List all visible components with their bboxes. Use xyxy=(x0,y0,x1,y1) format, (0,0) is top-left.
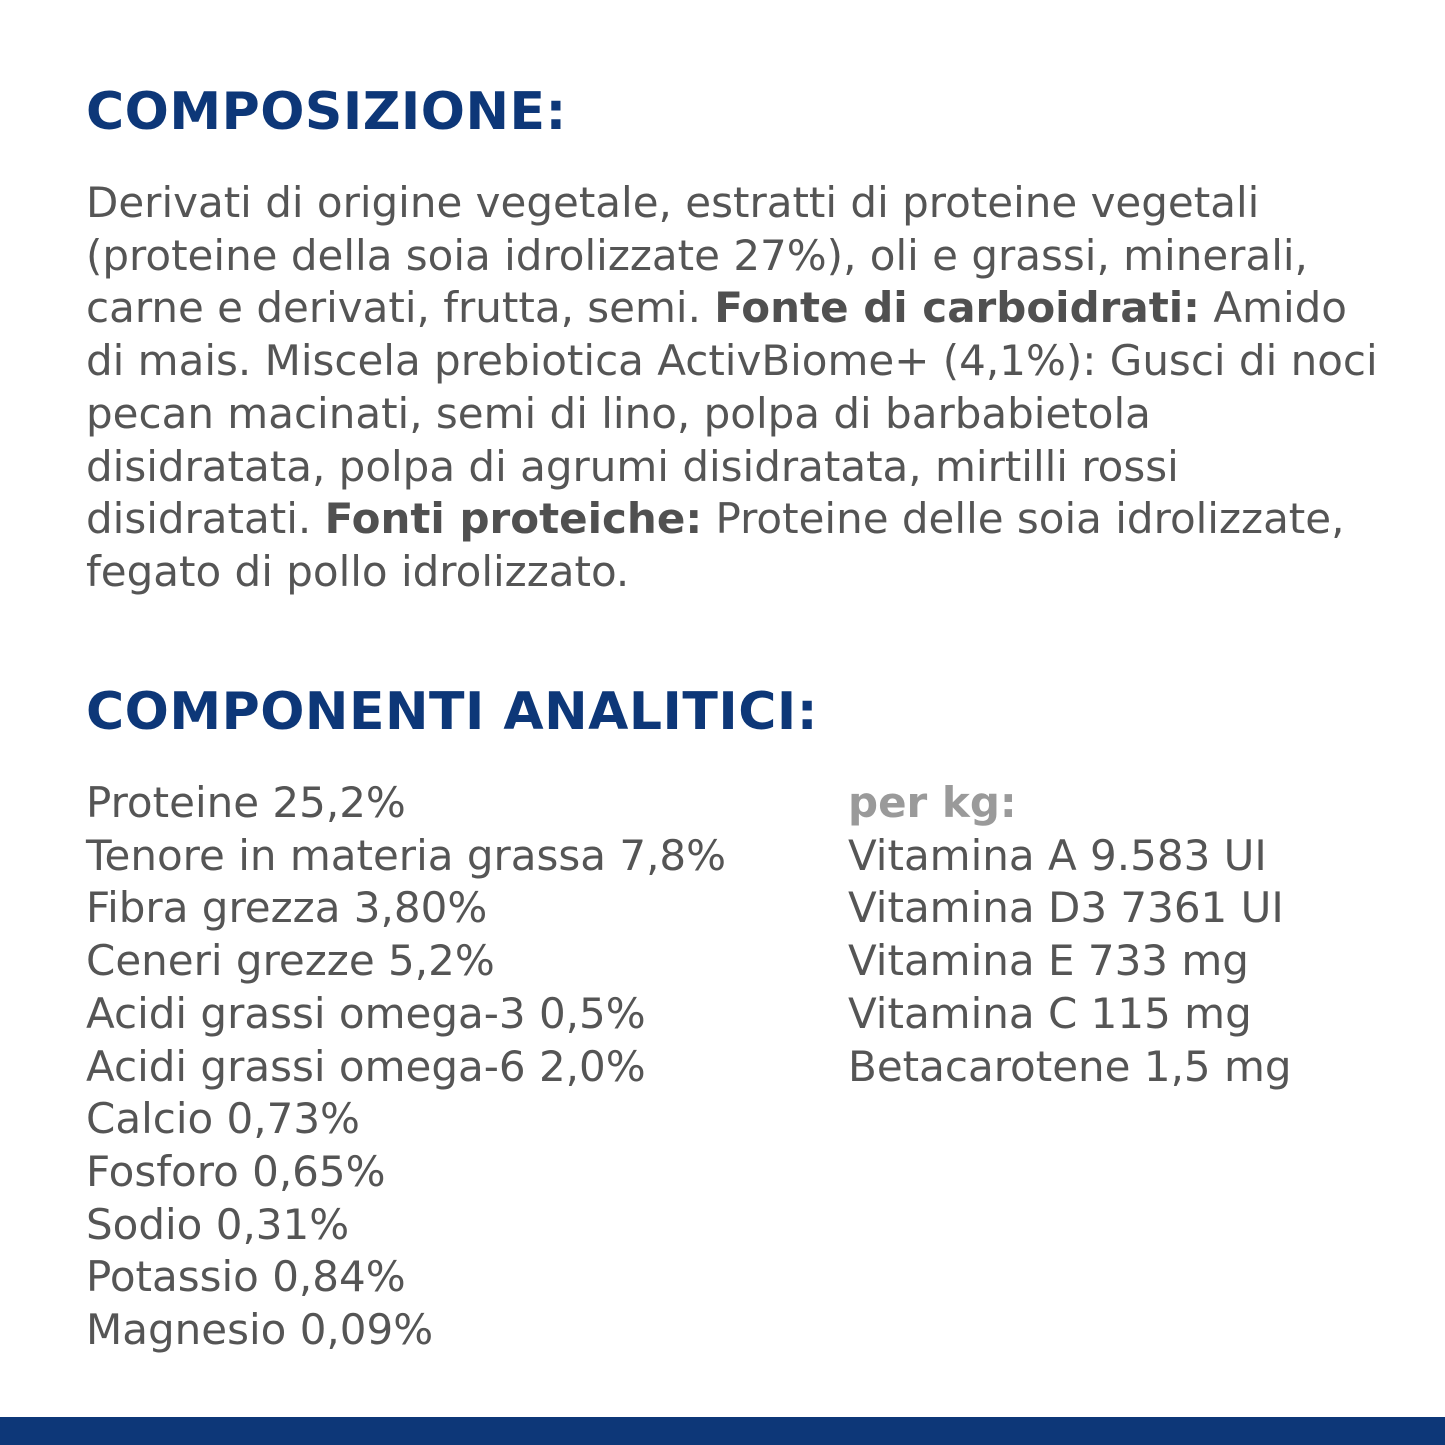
protein-source-label: Fonti proteiche: xyxy=(324,494,703,544)
vitamin-item: Betacarotene 1,5 mg xyxy=(848,1041,1292,1091)
analytical-item: Sodio 0,31% xyxy=(86,1199,350,1249)
vitamin-item: Vitamina C 115 mg xyxy=(848,988,1252,1038)
vitamin-item: Vitamina D3 7361 UI xyxy=(848,883,1284,933)
footer-bar xyxy=(0,1417,1445,1445)
composition-intro: Derivati di origine vegetale, estratti di proteine vegetali (proteine della soia idrolizzate 27%), oli e grassi, minerali, carne e derivati, frutta, semi. xyxy=(86,178,1308,333)
analytical-item: Acidi grassi omega-6 2,0% xyxy=(86,1041,646,1091)
vitamin-item: Vitamina A 9.583 UI xyxy=(848,830,1267,880)
analytical-item: Fosforo 0,65% xyxy=(86,1146,386,1196)
vitamin-item: Vitamina E 733 mg xyxy=(848,936,1249,986)
analytical-item: Calcio 0,73% xyxy=(86,1094,360,1144)
analytical-item: Fibra grezza 3,80% xyxy=(86,883,488,933)
analytical-heading: COMPONENTI ANALITICI: xyxy=(86,682,819,742)
composition-text xyxy=(86,177,1386,599)
protein-source-text: Proteine delle soia idrolizzate, fegato di pollo idrolizzato. xyxy=(86,494,1345,596)
carbohydrate-source-text: Amido di mais. Miscela prebiotica ActivBiome+ (4,1%): Gusci di noci pecan macinati, semi di lino, polpa di barbabietola disidratata, polpa di agrumi disidratata, mirtilli rossi disidratati. xyxy=(86,283,1378,544)
analytical-item: Acidi grassi omega-3 0,5% xyxy=(86,988,646,1038)
analytical-item: Potassio 0,84% xyxy=(86,1252,406,1302)
analytical-list xyxy=(86,777,726,1357)
vitamins-list xyxy=(848,777,1292,1093)
composition-heading: COMPOSIZIONE: xyxy=(86,82,567,142)
carbohydrate-source-label: Fonte di carboidrati: xyxy=(714,283,1200,333)
analytical-item: Proteine 25,2% xyxy=(86,778,406,827)
per-kg-label: per kg: xyxy=(848,778,1017,827)
analytical-item: Tenore in materia grassa 7,8% xyxy=(86,830,727,880)
analytical-item: Magnesio 0,09% xyxy=(86,1305,434,1355)
analytical-item: Ceneri grezze 5,2% xyxy=(86,936,495,986)
